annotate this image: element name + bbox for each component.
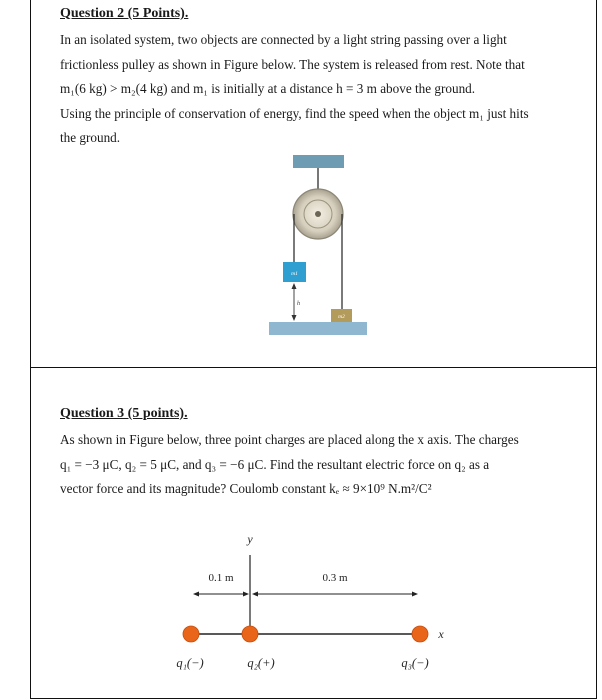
question2-line: m₁(6 kg) > m₂(4 kg) and m₁ is initially at a distance h = 3 m above the ground.	[60, 81, 476, 96]
question3-title: Question 3 (5 points).	[60, 406, 188, 421]
x-axis-label: x	[438, 627, 444, 641]
charge-q3	[412, 626, 428, 642]
distance-arrow-1-head-left	[193, 592, 199, 597]
question2-line: In an isolated system, two objects are connected by a light string passing over a light	[60, 32, 507, 47]
y-axis-label: y	[247, 532, 253, 546]
charge-q3-label: q₃(−)	[401, 656, 429, 670]
charge-q2-label: q₂(+)	[247, 656, 275, 670]
distance-label-2: 0.3 m	[322, 572, 348, 584]
mass-m2-label: m2	[338, 314, 345, 320]
question2-line: the ground.	[60, 130, 121, 145]
question3-line: q₁ = −3 μC, q₂ = 5 μC, and q₃ = −6 μC. Find the resultant electric force on q₂ as a	[60, 456, 490, 472]
distance-arrow-2-head-right	[412, 592, 418, 597]
question3-line: vector force and its magnitude? Coulomb constant kₑ ≈ 9×10⁹ N.m²/C²	[60, 481, 432, 496]
distance-arrow-2-head-left	[252, 592, 258, 597]
charge-q1	[183, 626, 199, 642]
mass-m1-label: m1	[291, 271, 298, 277]
height-label: h	[297, 301, 300, 307]
question2-line: Using the principle of conservation of energy, find the speed when the object m₁ just hits	[60, 105, 529, 121]
question2-line: frictionless pulley as shown in Figure below. The system is released from rest. Note that	[60, 56, 525, 72]
question3-line: As shown in Figure below, three point charges are placed along the x axis. The charges	[60, 432, 519, 447]
charge-q1-label: q₁(−)	[176, 656, 204, 670]
distance-label-1: 0.1 m	[208, 572, 234, 584]
distance-arrow-1-head-right	[243, 592, 249, 597]
question2-title: Question 2 (5 Points).	[60, 6, 189, 21]
charge-q2	[242, 626, 258, 642]
